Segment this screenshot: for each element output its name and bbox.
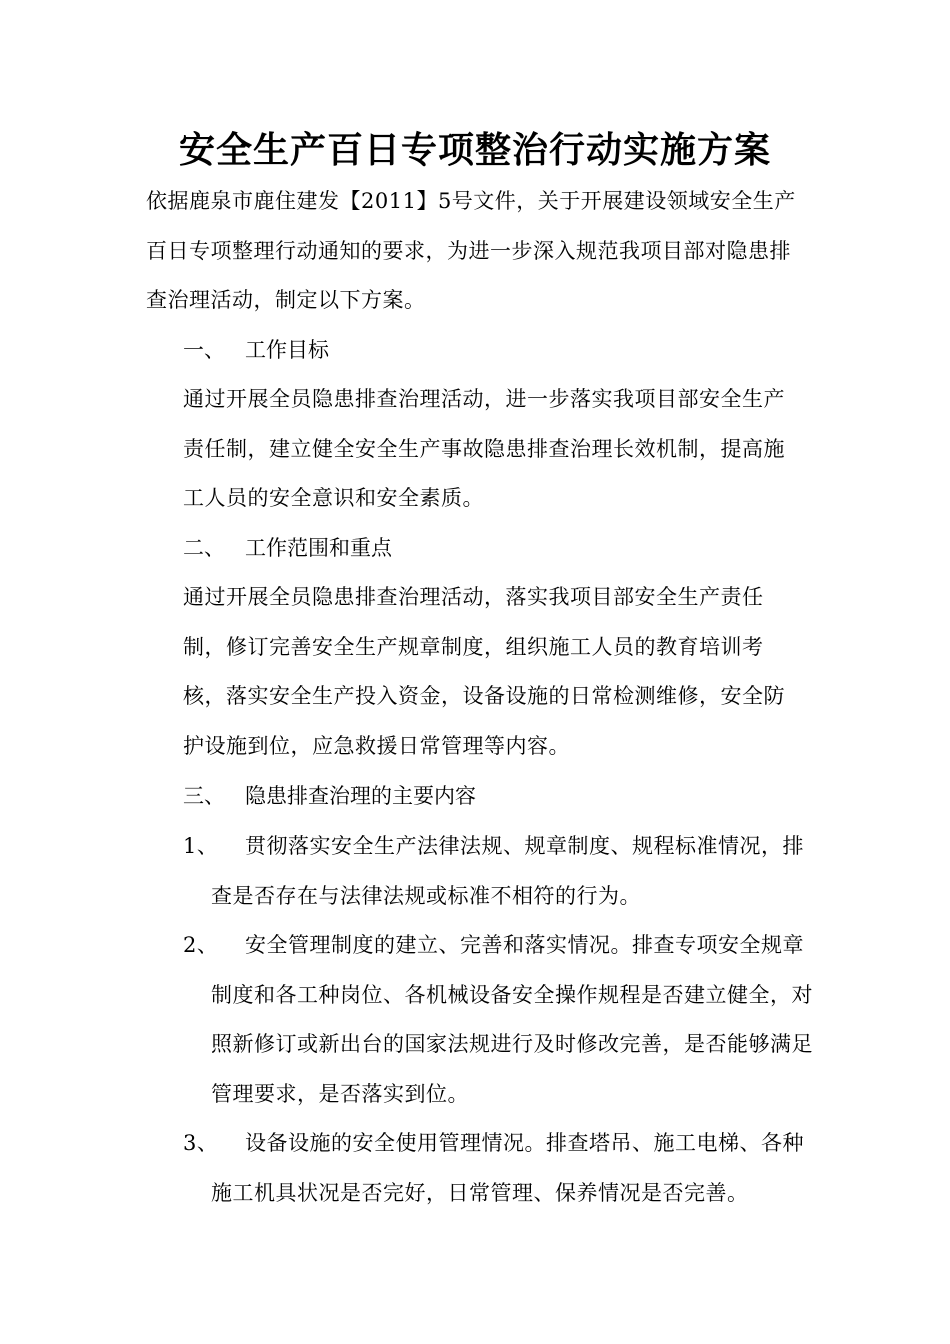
section-number: 一、 (183, 338, 225, 362)
section-title: 隐患排查治理的主要内容 (245, 784, 476, 808)
list-item (183, 822, 823, 921)
intro-paragraph: 依据鹿泉市鹿住建发【2011】5号文件，关于开展建设领域安全生产百日专项整理行动通知的要求，为进一步深入规范我项目部对隐患排查治理活动，制定以下方案。 (146, 189, 796, 312)
list-item (183, 1119, 823, 1218)
section-number: 三、 (183, 784, 225, 808)
document-title: 安全生产百日专项整治行动实施方案 (178, 129, 771, 171)
list-item (183, 921, 823, 1119)
section-body-goals: 通过开展全员隐患排查治理活动，进一步落实我项目部安全生产责任制，建立健全安全生产事故隐患排查治理长效机制，提高施工人员的安全意识和安全素质。 (183, 387, 785, 510)
section-title: 工作目标 (245, 338, 329, 362)
list-item-number: 3、 (183, 1131, 219, 1155)
section-body-scope: 通过开展全员隐患排查治理活动，落实我项目部安全生产责任制，修订完善安全生产规章制度，组织施工人员的教育培训考核，落实安全生产投入资金，设备设施的日常检测维修，安全防护设施到位，应急救援日常管理等内容。 (183, 585, 785, 758)
list-item-number: 2、 (183, 933, 219, 957)
list-item-text: 设备设施的安全使用管理情况。排查塔吊、施工电梯、各种施工机具状况是否完好，日常管理、保养情况是否完善。 (211, 1131, 804, 1205)
section-title: 工作范围和重点 (245, 536, 392, 560)
section-number: 二、 (183, 536, 225, 560)
list-item-text: 安全管理制度的建立、完善和落实情况。排查专项安全规章制度和各工种岗位、各机械设备安全操作规程是否建立健全，对照新修订或新出台的国家法规进行及时修改完善，是否能够满足管理要求，是否落实到位。 (211, 933, 813, 1106)
list-item-number: 1、 (183, 834, 219, 858)
list-item-text: 贯彻落实安全生产法律法规、规章制度、规程标准情况，排查是否存在与法律法规或标准不相符的行为。 (211, 834, 804, 908)
